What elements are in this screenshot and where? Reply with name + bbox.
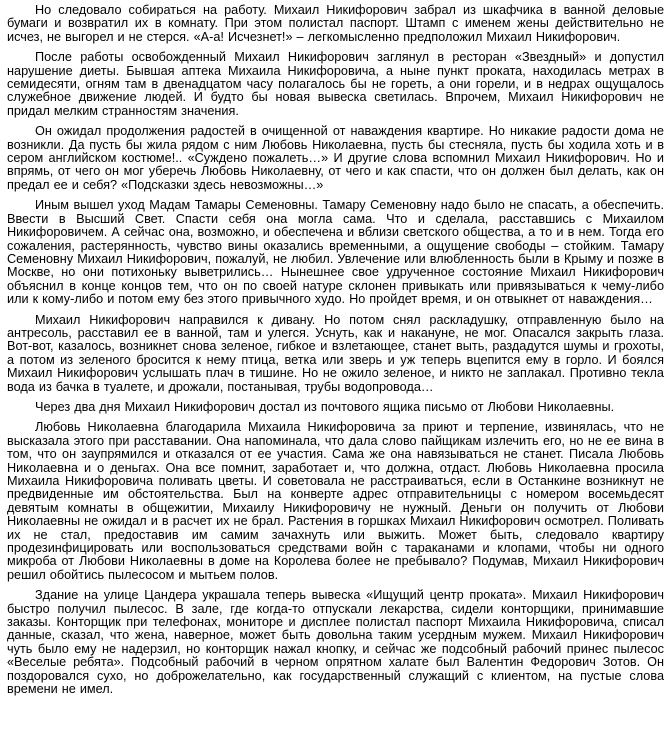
- paragraph-2: После работы освобожденный Михаил Никифорович заглянул в ресторан «Звездный» и допустил нарушение диеты. Бывшая аптека Михаила Никифоровича, а ныне пункт проката, находилась метрах в семидесяти, огням там в двенадцатом часу полагалось бы не гореть, а они горели, и в недрах ощущалось служебное движение людей. И будто бы новая вывеска светилась. Впрочем, Михаил Никифорович не придал мелким странностям значения.: [7, 50, 664, 118]
- paragraph-4: Иным вышел уход Мадам Тамары Семеновны. Тамару Семеновну надо было не спасать, а обеспечить. Ввести в Высший Свет. Спасти себя она могла сама. Что и сделала, расставшись с Михаилом Никифоровичем. А сейчас она, возможно, и обеспечена и вблизи светского общества, а то и в нем. Тогда его сожаления, растерянность, чувство вины оказались временными, а ощущение свободы – стойким. Тамару Семеновну Михаил Никифорович, пожалуй, не любил. Увлечение или влюбленность были в Крыму и позже в Москве, но они потихоньку выветрились… Нынешнее свое удрученное состояние Михаил Никифорович объяснил в конце концов тем, что он по своей натуре склонен привыкать или привязываться к чему-либо или к кому-либо и потом ему без этого привычного худо. Но пройдет время, и он отвыкнет от наваждения…: [7, 198, 664, 307]
- paragraph-3: Он ожидал продолжения радостей в очищенной от наваждения квартире. Но никакие радости дома не возникли. Да пусть бы жила рядом с ним Любовь Николаевна, пусть бы стесняла, пусть бы ходила хоть и в сером английском костюме!.. «Суждено пожалеть…» И другие слова вспомнил Михаил Никифорович. Но и впрямь, от чего он мог уберечь Любовь Николаевну, от чего и как спасти, что он должен был делать, как он предал ее и себя? «Подсказки здесь невозможны…»: [7, 124, 664, 192]
- paragraph-5: Михаил Никифорович направился к дивану. Но потом снял раскладушку, отправленную было на антресоль, расставил ее в ванной, там и улегся. Уснуть, как и накануне, не мог. Опасался закрыть глаза. Вот-вот, казалось, возникнет снова зеленое, гибкое и взлетающее, станет выть, раздадутся шумы и грохоты, а потом из зеленого бросится к нему птица, ветка или зверь и уж теперь вцепится ему в горло. И боялся Михаил Никифорович услышать плач в тишине. Но не ожило зеленое, и никто не заплакал. Противно текла вода из бачка в туалете, и дрожали, постанывая, трубы водопровода…: [7, 312, 664, 394]
- paragraph-1: Но следовало собираться на работу. Михаил Никифорович забрал из шкафчика в ванной деловые бумаги и возвратил их в комнату. При этом полистал паспорт. Штамп с именем жены действительно не исчез, не выгорел и не стерся. «А-а! Исчезнет!» – легкомысленно предположил Михаил Никифорович.: [7, 3, 664, 44]
- paragraph-7: Любовь Николаевна благодарила Михаила Никифоровича за приют и терпение, извинялась, что не высказала этого при расставании. Она напоминала, что дала слово пайщикам излечить его, но не ее вина в том, что он заупрямился и отказался от ее участия. Сама же она навязываться не станет. Писала Любовь Николаевна и о деньгах. Она все помнит, заработает и, что должна, отдаст. Любовь Николаевна просила Михаила Никифоровича поливать цветы. И советовала не расстраиваться, если в Останкине возникнут не предвиденные им обстоятельства. Был на конверте адрес отправительницы с номером восемьдесят девятым комнаты в общежитии, Михаилу Никифоровичу не нужный. Деньги он получить от Любови Николаевны не ожидал и в расчет их не брал. Растения в горшках Михаил Никифорович осмотрел. Поливать их не стал, предоставив им самим зачахнуть или выжить. Может быть, следовало квартиру продезинфицировать или воспользоваться средствами войн с тараканами и клопами, чтобы ни одного микроба от Любови Николаевны в доме на Королева более не пребывало? Подумав, Михаил Никифорович решил обойтись пылесосом и мытьем полов.: [7, 420, 664, 582]
- paragraph-8: Здание на улице Цандера украшала теперь вывеска «Ищущий центр проката». Михаил Никифорович быстро получил пылесос. В зале, где когда-то отпускали лекарства, сидели конторщики, принимавшие заказы. Конторщик при телефонах, мониторе и дисплее полистал паспорт Михаила Никифоровича, списал данные, сказал, что жена, наверное, может быть довольна таким усердным мужем. Михаил Никифорович чуть было ему не надерзил, но конторщик нажал кнопку, и сейчас же подсобный рабочий принес пылесос «Веселые ребята». Подсобный рабочий в черном опрятном халате был Валентин Федорович Зотов. Он поздоровался сухо, но доброжелательно, как государственный служащий с клиентом, на пустые слова времени не имел.: [7, 588, 664, 697]
- paragraph-6: Через два дня Михаил Никифорович достал из почтового ящика письмо от Любови Николаевны.: [35, 399, 615, 414]
